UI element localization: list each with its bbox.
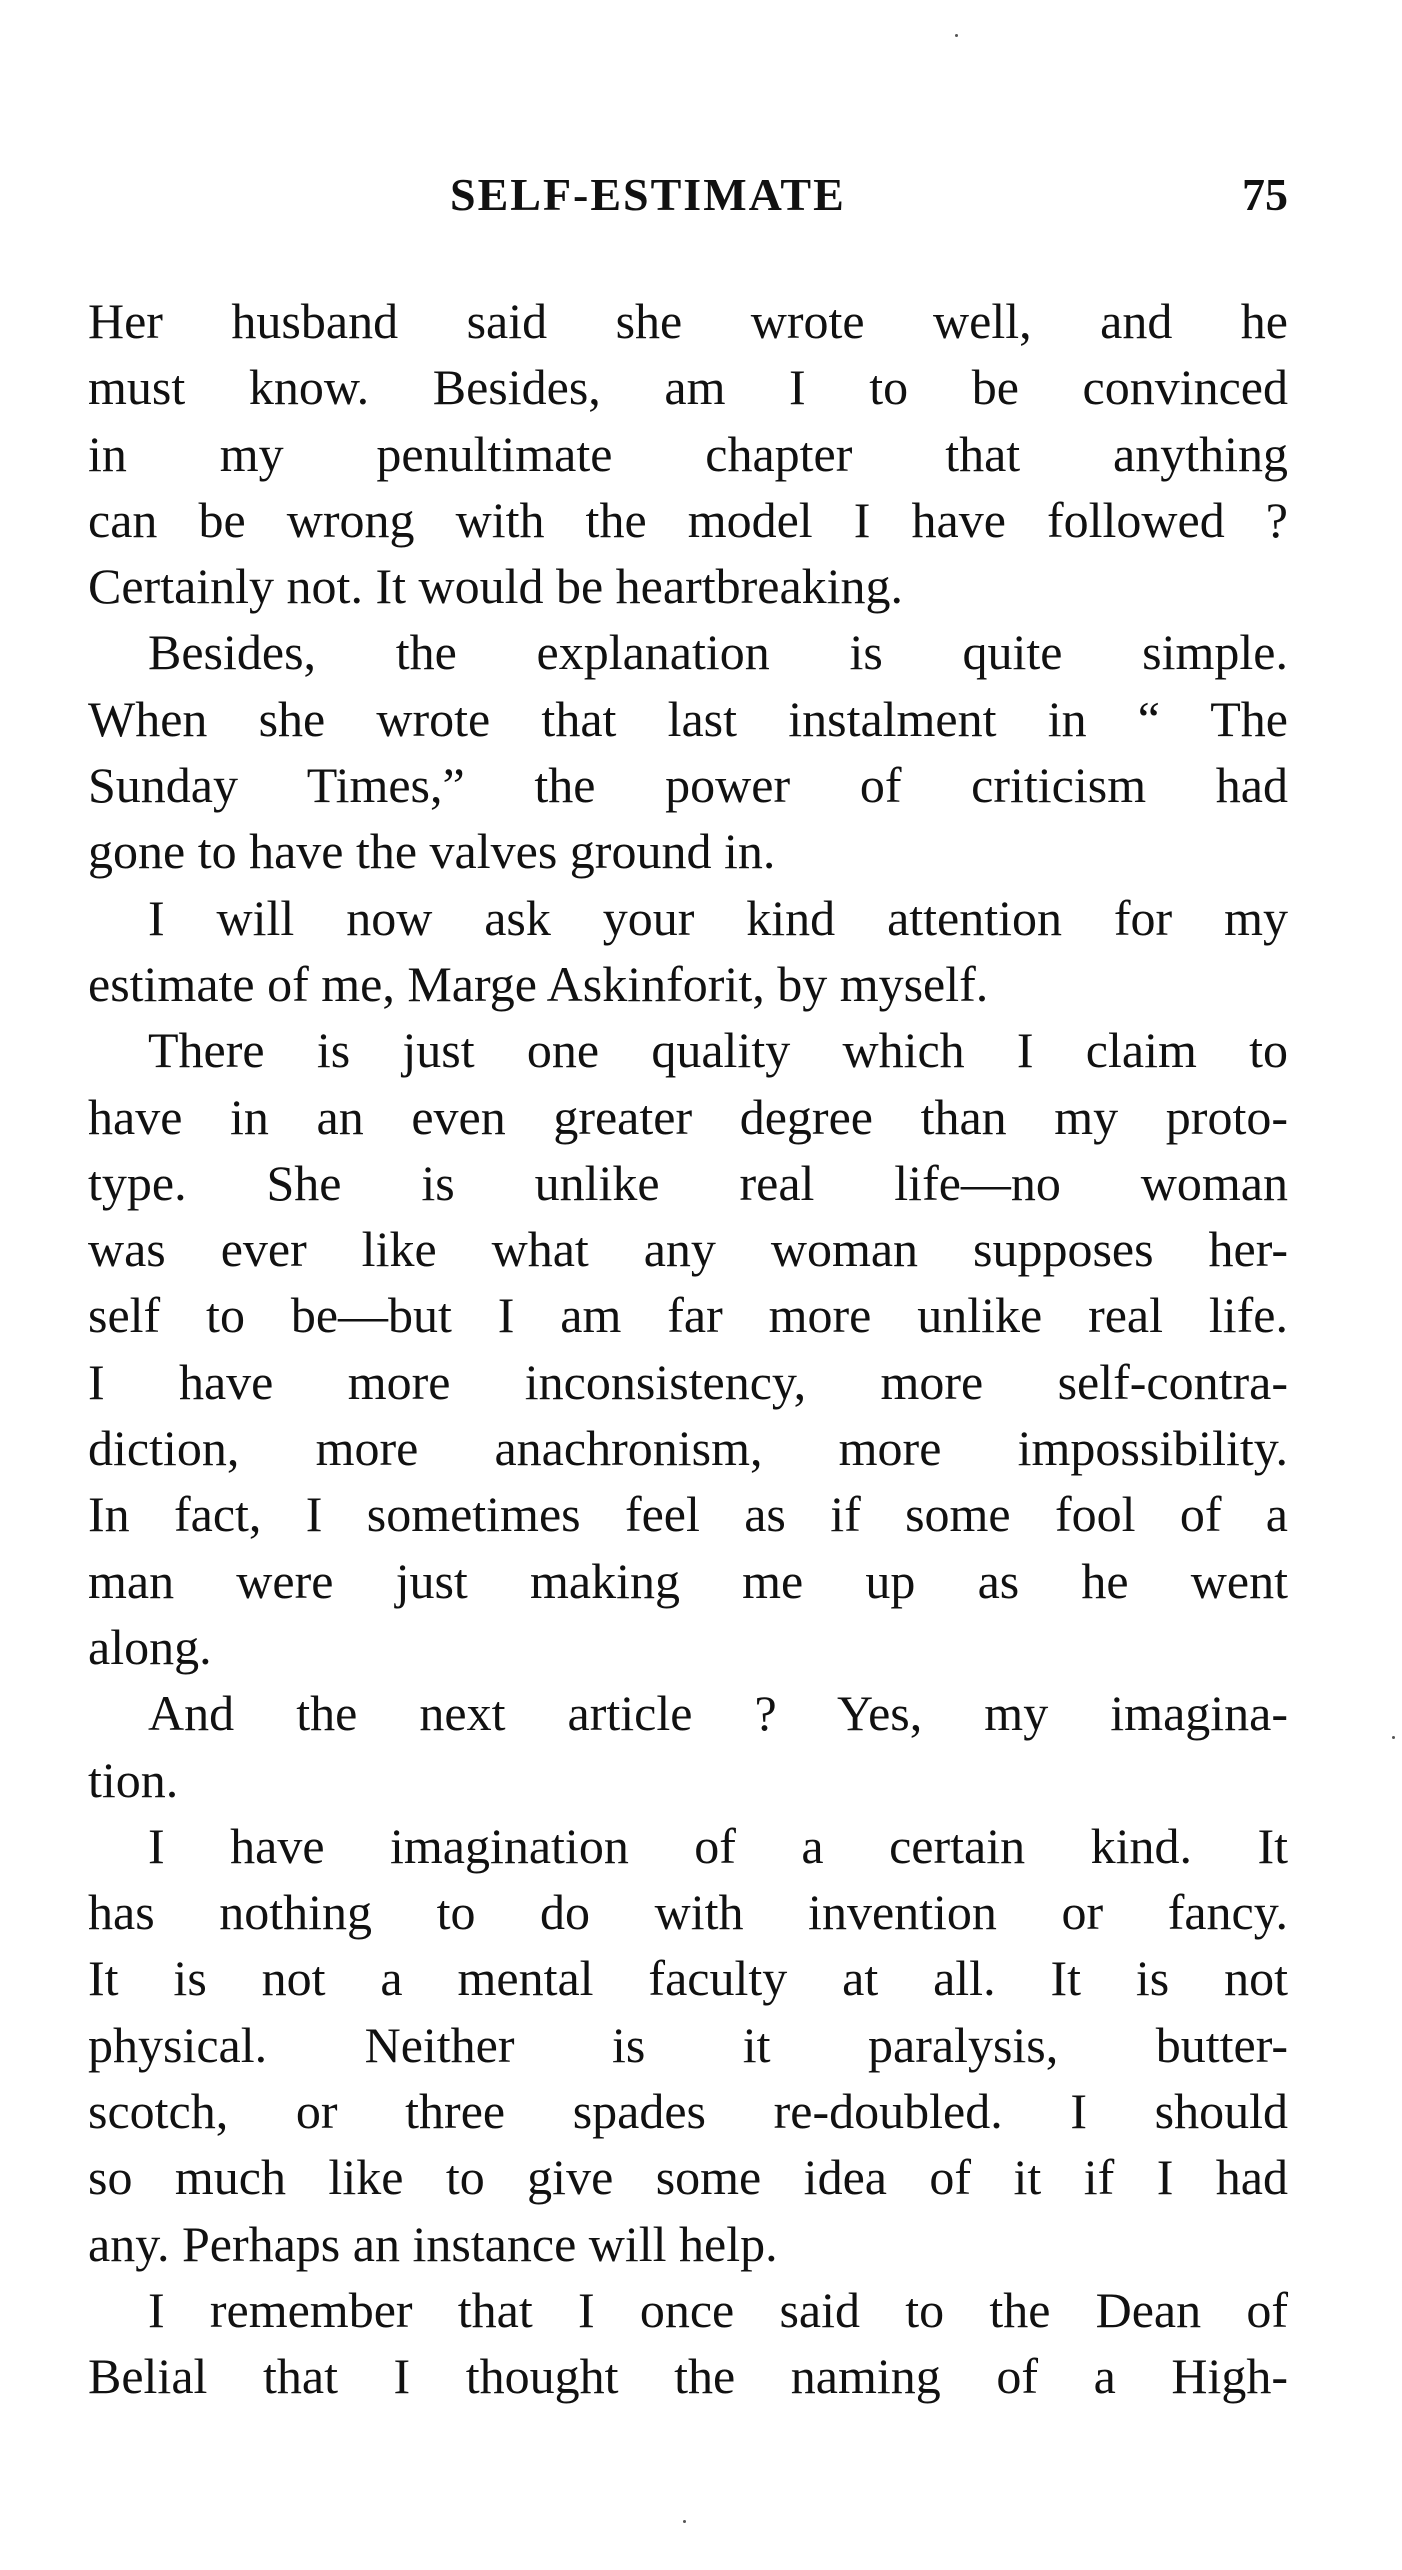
text-line: I will now ask your kind attention for my (148, 889, 1288, 946)
text-line: Sunday Times,” the power of criticism had (88, 757, 1288, 814)
text-line: estimate of me, Marge Askinforit, by myself. (88, 955, 989, 1012)
text-line: can be wrong with the model I have followed ? (88, 491, 1288, 548)
text-line: Besides, the explanation is quite simple. (148, 624, 1288, 681)
text-line: so much like to give some idea of it if I had (88, 2149, 1288, 2206)
text-line: I have imagination of a certain kind. It (148, 1817, 1288, 1874)
text-line: And the next article ? Yes, my imagina- (148, 1685, 1288, 1742)
running-header (88, 168, 1288, 228)
text-line: diction, more anachronism, more impossibility. (88, 1420, 1288, 1477)
scan-speck (955, 34, 958, 37)
text-line: must know. Besides, am I to be convinced (88, 359, 1288, 416)
scan-speck (683, 2520, 686, 2523)
text-line: tion. (88, 1751, 179, 1808)
text-line: type. She is unlike real life—no woman (88, 1154, 1288, 1211)
running-title: SELF-ESTIMATE (450, 169, 846, 220)
text-line: physical. Neither is it paralysis, butter- (88, 2016, 1288, 2073)
body-text (88, 288, 1288, 2410)
text-line: have in an even greater degree than my proto- (88, 1088, 1288, 1145)
text-line: gone to have the valves ground in. (88, 823, 776, 880)
text-line: any. Perhaps an instance will help. (88, 2215, 778, 2272)
text-line: There is just one quality which I claim to (148, 1022, 1288, 1079)
text-line: self to be—but I am far more unlike real life. (88, 1287, 1288, 1344)
text-line: Her husband said she wrote well, and he (88, 293, 1288, 349)
text-line: in my penultimate chapter that anything (88, 425, 1288, 482)
text-line: Belial that I thought the naming of a High- (88, 2348, 1288, 2405)
page-number: 75 (1242, 169, 1288, 220)
text-line: scotch, or three spades re-doubled. I should (88, 2083, 1288, 2140)
book-page (88, 0, 1288, 2570)
text-line: Certainly not. It would be heartbreaking. (88, 558, 904, 615)
text-line: It is not a mental faculty at all. It is not (88, 1950, 1288, 2007)
text-line: along. (88, 1618, 212, 1675)
text-line: I have more inconsistency, more self-contra- (88, 1353, 1288, 1410)
text-line: In fact, I sometimes feel as if some fool of a (88, 1486, 1288, 1543)
text-line: was ever like what any woman supposes her- (88, 1221, 1288, 1278)
scan-speck (1392, 1736, 1395, 1739)
text-line: I remember that I once said to the Dean of (148, 2281, 1288, 2338)
text-line: man were just making me up as he went (88, 1552, 1288, 1609)
text-line: has nothing to do with invention or fancy. (88, 1884, 1288, 1941)
text-line: When she wrote that last instalment in “ The (88, 690, 1288, 747)
